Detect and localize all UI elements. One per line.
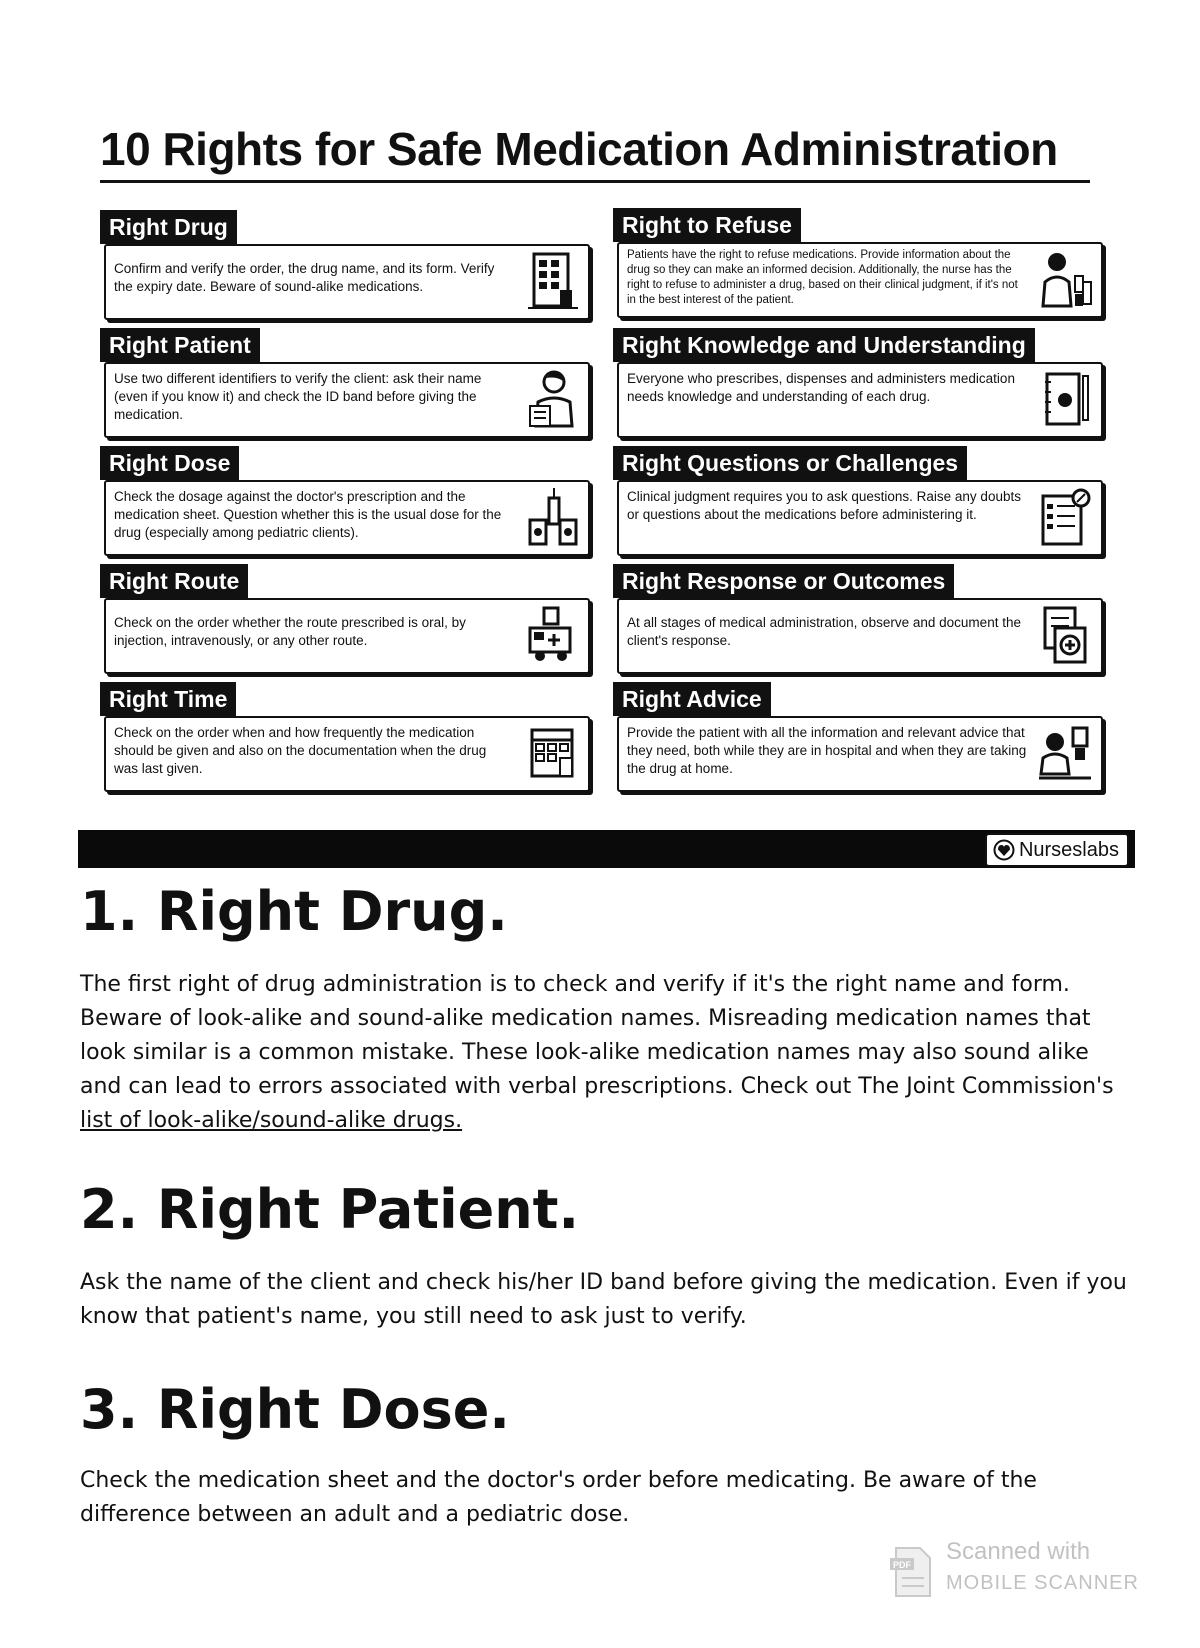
section-heading-right-drug: 1. Right Drug.	[80, 880, 508, 943]
card-label: Right Patient	[100, 328, 260, 362]
card-text: Use two different identifiers to verify the client: ask their name (even if you know it) and check the ID band before giving the medication.	[114, 371, 482, 422]
section-body-right-drug	[80, 968, 1130, 1138]
card-right-advice	[613, 682, 1103, 794]
card-label: Right Response or Outcomes	[613, 564, 954, 598]
card-label: Right Dose	[100, 446, 239, 480]
card-label: Right Drug	[100, 210, 237, 244]
card-box	[617, 242, 1103, 318]
section-body-right-dose: Check the medication sheet and the doctor's order before medicating. Be aware of the difference between an adult and a pediatric dose.	[80, 1468, 1037, 1527]
card-label: Right to Refuse	[613, 208, 801, 242]
pdf-document-icon	[888, 1544, 936, 1600]
card-box	[104, 716, 590, 792]
card-text: Clinical judgment requires you to ask questions. Raise any doubts or questions about the medications before administering it.	[627, 489, 1021, 522]
patient-id-icon	[524, 368, 580, 430]
card-box	[617, 480, 1103, 556]
calendar-icon	[524, 722, 580, 784]
card-box	[617, 598, 1103, 674]
card-right-knowledge	[613, 328, 1103, 440]
card-right-questions	[613, 446, 1103, 558]
card-box	[104, 362, 590, 438]
card-box	[617, 716, 1103, 792]
card-label: Right Knowledge and Understanding	[613, 328, 1035, 362]
medication-chart-icon	[524, 250, 580, 312]
card-label: Right Questions or Challenges	[613, 446, 967, 480]
card-box	[104, 598, 590, 674]
logo-text: Nurseslabs	[1018, 838, 1119, 861]
section-body-text: The first right of drug administration is to check and verify if it's the right name and form. Beware of look-alike and sound-alike medication names. Misreading medication names that look similar is a common mistake. These look-alike medication names may also sound alike and can lead to errors associated with verbal prescriptions. Check out The Joint Commission's	[80, 972, 1114, 1099]
footer-banner	[78, 830, 1135, 868]
notebook-pen-icon	[1037, 368, 1093, 430]
infographic-title: 10 Rights for Safe Medication Administration	[100, 123, 1058, 175]
card-text: Provide the patient with all the information and relevant advice that they need, both while they are in hospital and when they are taking the drug at home.	[627, 725, 1027, 776]
lasa-drugs-link[interactable]: list of look-alike/sound-alike drugs.	[80, 1108, 463, 1133]
title-rule	[100, 180, 1090, 183]
card-text: Check the dosage against the doctor's prescription and the medication sheet. Question whether this is the usual dose for the drug (especially among pediatric clients).	[114, 489, 502, 540]
heart-logo-icon	[993, 839, 1015, 861]
ambulance-icon	[524, 604, 580, 666]
watermark-line2: MOBILE SCANNER	[946, 1572, 1139, 1594]
section-body-right-patient: Ask the name of the client and check his/her ID band before giving the medication. Even if you know that patient's name, you still need to ask just to verify.	[80, 1270, 1127, 1329]
card-label: Right Time	[100, 682, 236, 716]
card-box	[104, 480, 590, 556]
card-text: Check on the order when and how frequently the medication should be given and also on the documentation when the drug was last given.	[114, 725, 487, 776]
checklist-icon	[1037, 486, 1093, 548]
card-label: Right Route	[100, 564, 248, 598]
card-right-dose	[100, 446, 590, 558]
section-heading-right-dose: 3. Right Dose.	[80, 1378, 510, 1441]
section-heading-right-patient: 2. Right Patient.	[80, 1178, 579, 1241]
medical-report-icon	[1037, 604, 1093, 666]
card-right-drug	[100, 210, 590, 322]
card-box	[104, 244, 590, 320]
svg-text:PDF: PDF	[893, 1560, 911, 1570]
pharmacist-icon	[1037, 722, 1093, 784]
card-label: Right Advice	[613, 682, 771, 716]
card-text: Confirm and verify the order, the drug name, and its form. Verify the expiry date. Beware of sound-alike medications.	[114, 261, 495, 294]
card-text: At all stages of medical administration, observe and document the client's response.	[627, 615, 1021, 648]
nurse-with-bottles-icon	[1037, 248, 1093, 310]
card-right-time	[100, 682, 590, 794]
card-text: Everyone who prescribes, dispenses and administers medication needs knowledge and understanding of each drug.	[627, 371, 1015, 404]
card-text: Patients have the right to refuse medications. Provide information about the drug so they can make an informed decision. Additionally, the nurse has the right to refuse to administer a drug, based on their clinical judgment, if it's not in the best interest of the patient.	[627, 249, 1018, 306]
scanner-watermark	[888, 1538, 1158, 1602]
card-box	[617, 362, 1103, 438]
card-right-to-refuse	[613, 208, 1103, 320]
card-right-patient	[100, 328, 590, 440]
watermark-line1: Scanned with	[946, 1538, 1091, 1565]
card-text: Check on the order whether the route prescribed is oral, by injection, intravenously, or any other route.	[114, 615, 466, 648]
syringe-vials-icon	[524, 486, 580, 548]
card-right-route	[100, 564, 590, 676]
nurseslabs-logo	[985, 833, 1129, 867]
card-right-response	[613, 564, 1103, 676]
